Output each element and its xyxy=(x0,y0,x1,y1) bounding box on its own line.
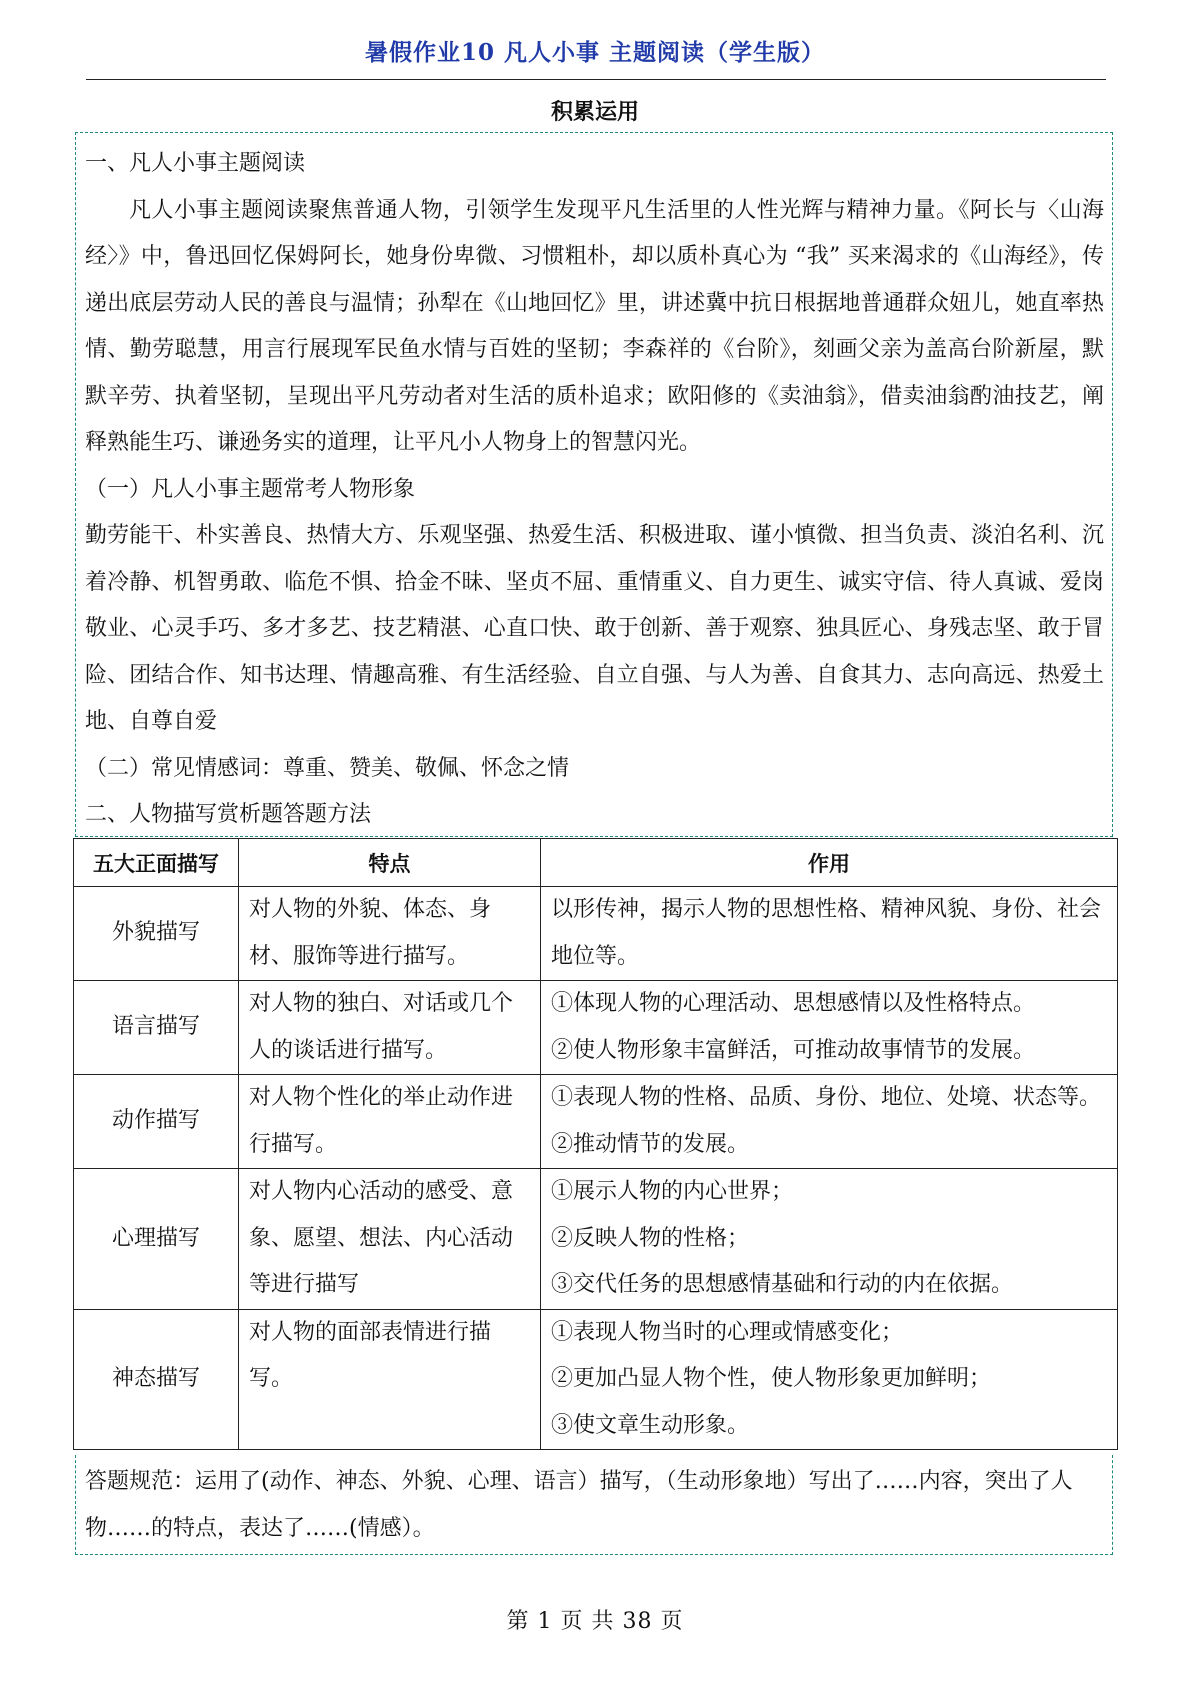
effect-line: ①展示人物的内心世界； xyxy=(551,1179,794,1204)
answer-norm-text: 答题规范：运用了(动作、神态、外貌、心理、语言）描写，（生动形象地）写出了……内容，突出了人物……的特点，表达了……(情感）。 xyxy=(85,1469,1073,1541)
effect-line: ①体现人物的心理活动、思想感情以及性格特点。 xyxy=(551,991,1036,1016)
table-row xyxy=(74,887,1118,981)
effect-line: ③使文章生动形象。 xyxy=(551,1412,750,1438)
description-table xyxy=(73,838,1118,1450)
row-effect xyxy=(541,1075,1118,1169)
part1-intro: 凡人小事主题阅读聚焦普通人物，引领学生发现平凡生活里的人性光辉与精神力量。《阿长与〈山海经〉》中，鲁迅回忆保姆阿长，她身份卑微、习惯粗朴，却以质朴真心为 “我” 买来渴求的《山海经》，传递出底层劳动人民的善良与温情；孙犁在《山地回忆》里，讲述冀中抗日根据地普通群众妞儿，她直率热情、勤劳聪慧，用言行展现军民鱼水情与百姓的坚韧；李森祥的《台阶》，刻画父亲为盖高台阶新屋，默默辛劳、执着坚韧，呈现出平凡劳动者对生活的质朴追求；欧阳修的《卖油翁》，借卖油翁酌油技艺，阐释熟能生巧、谦逊务实的道理，让平凡小人物身上的智慧闪光。 xyxy=(85,197,1104,455)
sub1-heading: （一）凡人小事主题常考人物形象 xyxy=(85,476,416,502)
table-header-row xyxy=(74,839,1118,887)
knowledge-box xyxy=(75,132,1113,837)
row-type: 外貌描写 xyxy=(74,887,239,981)
col-header-effect: 作用 xyxy=(541,839,1118,887)
header-rule xyxy=(86,79,1106,80)
row-effect xyxy=(541,981,1118,1075)
page-header-title: 暑假作业10 凡人小事 主题阅读（学生版） xyxy=(364,39,826,66)
effect-line: ①表现人物当时的心理或情感变化； xyxy=(551,1319,904,1345)
effect-line: ③交代任务的思想感情基础和行动的内在依据。 xyxy=(551,1272,1014,1297)
row-feature: 对人物的独白、对话或几个人的谈话进行描写。 xyxy=(239,981,541,1075)
row-effect xyxy=(541,887,1118,981)
part1-heading: 一、凡人小事主题阅读 xyxy=(85,151,306,176)
table-row xyxy=(74,1169,1118,1310)
row-feature: 对人物内心活动的感受、意象、愿望、想法、内心活动等进行描写 xyxy=(239,1169,541,1310)
section-title: 积累运用 xyxy=(550,99,639,125)
row-feature: 对人物个性化的举止动作进行描写。 xyxy=(239,1075,541,1169)
effect-line: ②使人物形象丰富鲜活，可推动故事情节的发展。 xyxy=(551,1037,1036,1063)
answer-norm-box xyxy=(75,1455,1113,1555)
description-table-wrap xyxy=(73,838,1117,1450)
row-type: 心理描写 xyxy=(74,1169,239,1310)
traits-list: 勤劳能干、朴实善良、热情大方、乐观坚强、热爱生活、积极进取、谨小慎微、担当负责、淡泊名利、沉着冷静、机智勇敢、临危不惧、拾金不昧、坚贞不屈、重情重义、自力更生、诚实守信、待人真诚、爱岗敬业、心灵手巧、多才多艺、技艺精湛、心直口快、敢于创新、善于观察、独具匠心、身残志坚、敢于冒险、团结合作、知书达理、情趣高雅、有生活经验、自立自强、与人为善、自食其力、志向高远、热爱土地、自尊自爱 xyxy=(85,523,1104,734)
effect-line: ②更加凸显人物个性，使人物形象更加鲜明； xyxy=(551,1366,992,1391)
effect-line: ①表现人物的性格、品质、身份、地位、处境、状态等。②推动情节的发展。 xyxy=(551,1085,1102,1157)
table-row xyxy=(74,1075,1118,1169)
row-type: 语言描写 xyxy=(74,981,239,1075)
table-row xyxy=(74,1309,1118,1450)
part2-heading: 二、人物描写赏析题答题方法 xyxy=(85,802,372,827)
sub2-heading: （二）常见情感词：尊重、赞美、敬佩、怀念之情 xyxy=(85,755,570,781)
page-footer: 第 1 页 共 38 页 xyxy=(506,1609,684,1634)
table-row xyxy=(74,981,1118,1075)
effect-line: 以形传神，揭示人物的思想性格、精神风貌、身份、社会地位等。 xyxy=(551,897,1102,969)
col-header-type: 五大正面描写 xyxy=(74,839,239,887)
row-effect xyxy=(541,1309,1118,1450)
row-feature: 对人物的面部表情进行描写。 xyxy=(239,1309,541,1450)
row-type: 动作描写 xyxy=(74,1075,239,1169)
col-header-feature: 特点 xyxy=(239,839,541,887)
effect-line: ②反映人物的性格； xyxy=(551,1225,750,1251)
row-feature: 对人物的外貌、体态、身材、服饰等进行描写。 xyxy=(239,887,541,981)
row-effect xyxy=(541,1169,1118,1310)
row-type: 神态描写 xyxy=(74,1309,239,1450)
